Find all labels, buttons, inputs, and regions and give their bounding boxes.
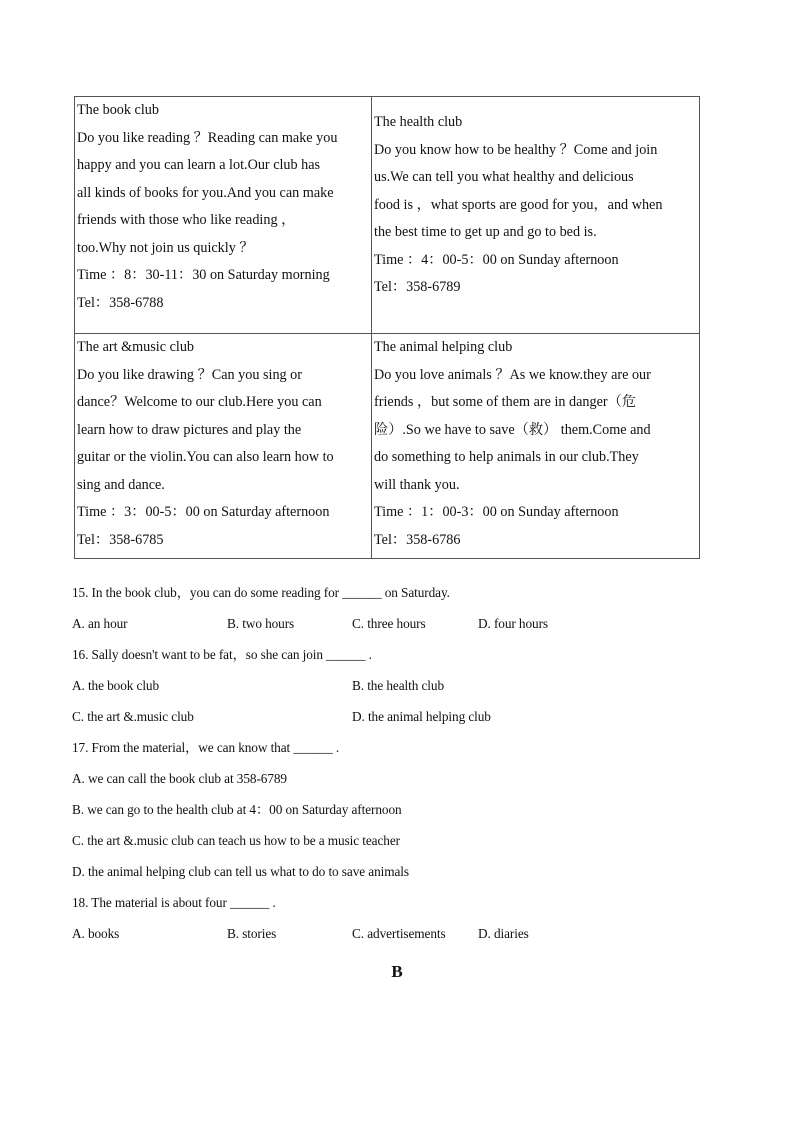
club-text-line: the best time to get up and go to bed is.	[374, 224, 597, 240]
club-title: The art &music club	[77, 339, 195, 355]
option-a: A. an hour	[72, 616, 128, 631]
option-a: A. we can call the book club at 358-6789	[72, 771, 287, 786]
question-options	[72, 704, 722, 735]
club-cell-art-music	[75, 334, 372, 559]
section-label: B	[391, 962, 403, 981]
clubs-row	[75, 334, 700, 559]
club-text-line: us.We can tell you what healthy and delicious	[374, 169, 634, 185]
club-text-line: Do you like drawing ？Can you sing or	[77, 366, 303, 383]
option-b: B. stories	[227, 926, 277, 941]
club-text-line: do something to help animals in our club.They	[374, 449, 639, 465]
question-stem: 15. In the book club，you can do some reading for ______ on Saturday.	[72, 585, 450, 600]
question-options	[72, 673, 722, 704]
club-text-line: Do you know how to be healthy ？Come and join	[374, 141, 658, 158]
club-text-line: learn how to draw pictures and play the	[77, 421, 302, 438]
option-d: D. the animal helping club	[352, 709, 491, 724]
club-cell-book	[75, 97, 372, 334]
club-text-line: Do you like reading ？Reading can make you	[77, 129, 338, 146]
option-b: B. we can go to the health club at 4：00 on Saturday afternoon	[72, 802, 402, 817]
question-stem: 18. The material is about four ______ .	[72, 895, 276, 910]
option-c: C. advertisements	[352, 926, 446, 941]
question-stem: 16. Sally doesn't want to be fat，so she can join ______ .	[72, 647, 372, 662]
club-tel: Tel：358-6788	[77, 294, 164, 311]
club-time: Time ：1：00-3：00 on Sunday afternoon	[374, 504, 619, 520]
club-title: The book club	[77, 102, 159, 118]
option-d: D. diaries	[478, 926, 529, 941]
club-cell-animal-helping	[372, 334, 700, 559]
club-text-line: sing and dance.	[77, 476, 165, 493]
option-c: C. three hours	[352, 616, 426, 631]
club-text-line: 险）.So we have to save（救） them.Come and	[374, 421, 651, 438]
question-options	[72, 611, 722, 642]
club-tel: Tel：358-6786	[374, 531, 461, 548]
club-text-line: too.Why not join us quickly ？	[77, 239, 254, 256]
club-text-line: food is ，what sports are good for you，and when	[374, 196, 663, 213]
club-time: Time ：8：30-11：30 on Saturday morning	[77, 267, 330, 283]
option-b: B. the health club	[352, 678, 444, 693]
option-b: B. two hours	[227, 616, 295, 631]
club-text-line: friends with those who like reading ，	[77, 212, 296, 228]
club-title: The health club	[374, 114, 463, 130]
club-text-line: all kinds of books for you.And you can make	[77, 184, 334, 201]
option-a: A. the book club	[72, 678, 160, 693]
club-text-line: guitar or the violin.You can also learn how to	[77, 449, 334, 465]
club-text-line: Do you love animals ？As we know.they are our	[374, 366, 651, 383]
club-time: Time ：3：00-5：00 on Saturday afternoon	[77, 504, 330, 520]
club-text-line: friends ，but some of them are in danger（危	[374, 394, 637, 410]
option-a: A. books	[72, 926, 120, 941]
question-stem: 17. From the material，we can know that ______ .	[72, 740, 340, 755]
club-text-line: will thank you.	[374, 476, 460, 493]
club-title: The animal helping club	[374, 339, 513, 355]
option-c: C. the art &.music club can teach us how to be a music teacher	[72, 833, 400, 848]
option-d: D. the animal helping club can tell us what to do to save animals	[72, 864, 409, 879]
club-cell-health	[372, 97, 700, 334]
clubs-row	[75, 97, 700, 334]
club-text-line: dance？Welcome to our club.Here you can	[77, 394, 322, 410]
club-time: Time ：4：00-5：00 on Sunday afternoon	[374, 251, 619, 268]
option-c: C. the art &.music club	[72, 709, 194, 724]
question-options	[72, 921, 722, 952]
club-tel: Tel：358-6789	[374, 279, 461, 295]
clubs-table	[74, 96, 700, 559]
club-tel: Tel：358-6785	[77, 531, 164, 548]
questions-section	[72, 580, 722, 952]
option-d: D. four hours	[478, 616, 548, 631]
club-text-line: happy and you can learn a lot.Our club has	[77, 157, 321, 173]
